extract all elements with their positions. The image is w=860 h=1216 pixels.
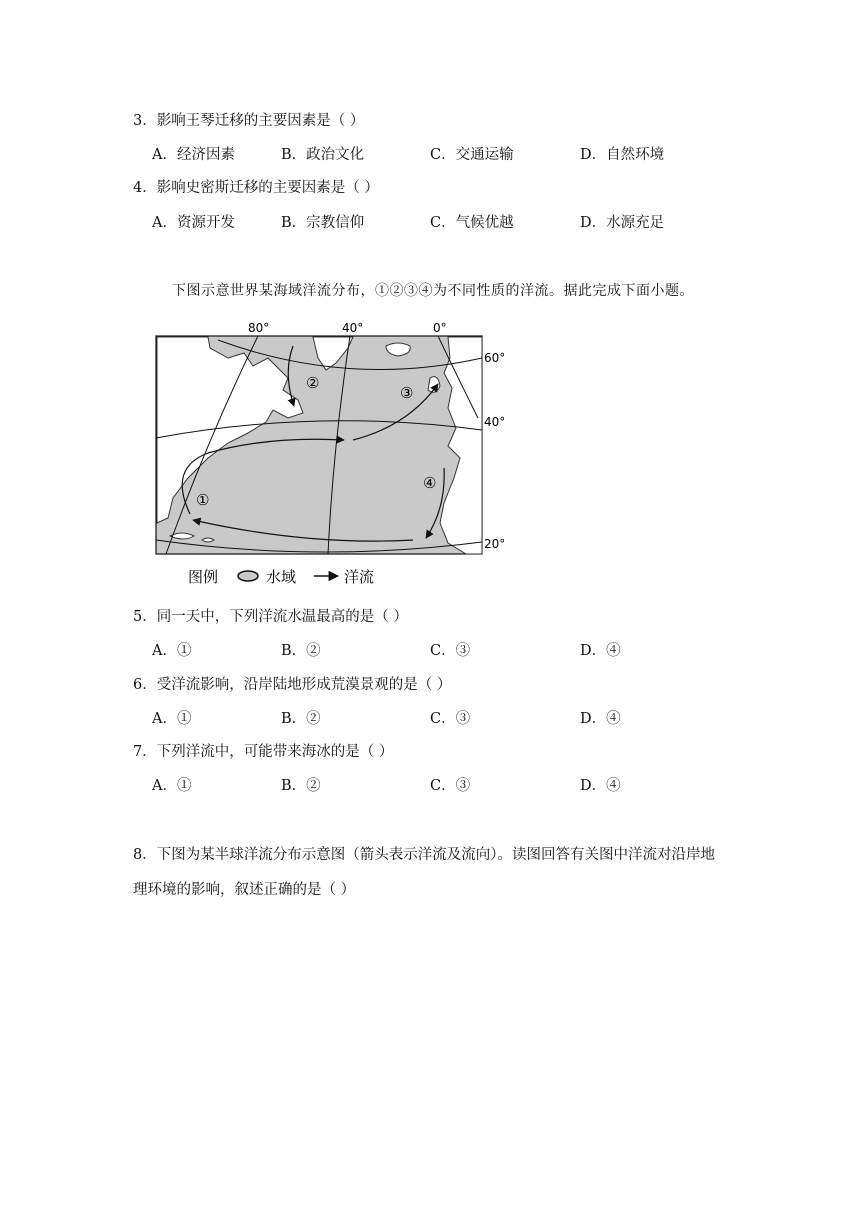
q5-option-d[interactable]: D．④ (580, 643, 621, 659)
q7-option-c[interactable]: C．③ (430, 778, 471, 794)
current-1-label: ① (196, 491, 210, 509)
q3-option-b[interactable]: B．政治文化 (281, 147, 365, 163)
q3-option-c[interactable]: C．交通运输 (430, 147, 514, 163)
q3-option-a[interactable]: A．经济因素 (152, 147, 235, 163)
q5-option-c[interactable]: C．③ (430, 643, 471, 659)
longitude-label-0: 0° (433, 321, 447, 335)
caribbean-island (202, 538, 214, 542)
question-3-stem: 3．影响王琴迁移的主要因素是（ ） (133, 113, 365, 129)
q4-option-a[interactable]: A．资源开发 (152, 215, 235, 231)
q7-option-a[interactable]: A．① (152, 778, 192, 794)
longitude-label-80: 80° (248, 321, 270, 335)
question-8-stem-line2: 理环境的影响，叙述正确的是（ ） (133, 882, 356, 898)
q6-option-d[interactable]: D．④ (580, 711, 621, 727)
q4-option-c[interactable]: C．气候优越 (430, 215, 514, 231)
latitude-label-60: 60° (484, 351, 506, 365)
q7-option-d[interactable]: D．④ (580, 778, 621, 794)
q4-option-d[interactable]: D．水源充足 (580, 215, 665, 231)
q5-option-b[interactable]: B．② (281, 643, 321, 659)
question-7-stem: 7．下列洋流中，可能带来海冰的是（ ） (133, 744, 394, 760)
current-3-label: ③ (400, 384, 414, 402)
legend-current-label: 洋流 (344, 568, 375, 586)
q6-option-a[interactable]: A．① (152, 711, 192, 727)
current-2-label: ② (306, 374, 320, 392)
q3-option-d[interactable]: D．自然环境 (580, 147, 665, 163)
question-8-stem-line1: 8．下图为某半球洋流分布示意图（箭头表示洋流及流向）。读图回答有关图中洋流对沿岸地 (133, 847, 715, 863)
latitude-label-40: 40° (484, 415, 506, 429)
legend-water-symbol (238, 571, 258, 581)
longitude-label-40: 40° (342, 321, 364, 335)
question-6-stem: 6．受洋流影响，沿岸陆地形成荒漠景观的是（ ） (133, 677, 452, 693)
current-4-label: ④ (423, 474, 437, 492)
latitude-label-20: 20° (484, 537, 506, 551)
map-intro-text: 下图示意世界某海域洋流分布，①②③④为不同性质的洋流。据此完成下面小题。 (172, 283, 694, 299)
q5-option-a[interactable]: A．① (152, 643, 192, 659)
q4-option-b[interactable]: B．宗教信仰 (281, 215, 365, 231)
legend-title: 图例 (188, 568, 219, 586)
question-4-stem: 4．影响史密斯迁移的主要因素是（ ） (133, 180, 379, 196)
q6-option-c[interactable]: C．③ (430, 711, 471, 727)
q7-option-b[interactable]: B．② (281, 778, 321, 794)
q6-option-b[interactable]: B．② (281, 711, 321, 727)
question-5-stem: 5．同一天中，下列洋流水温最高的是（ ） (133, 609, 408, 625)
legend-water-label: 水域 (266, 568, 297, 586)
ocean-current-map (148, 318, 518, 588)
